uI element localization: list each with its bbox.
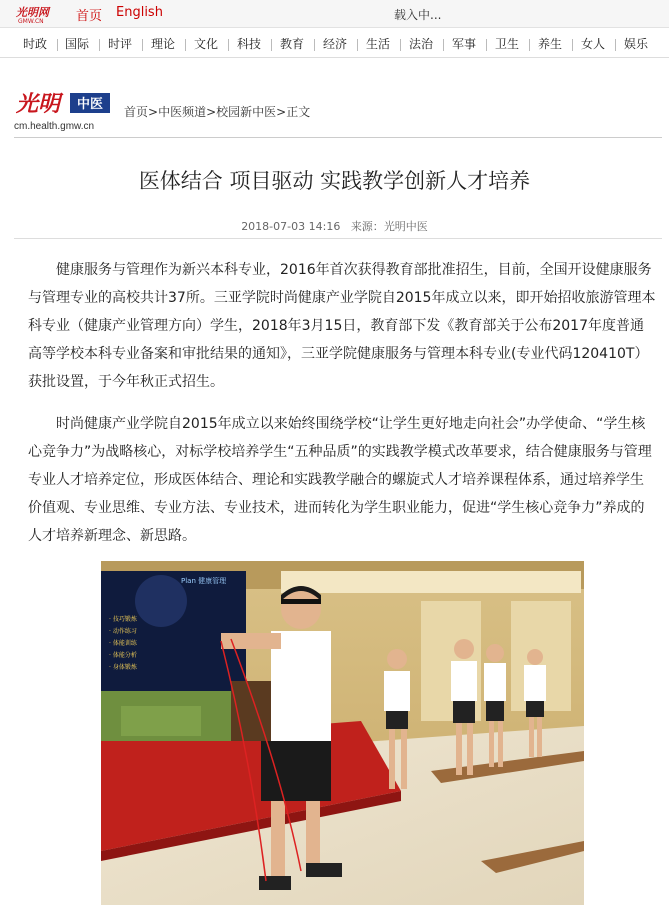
screen-line: · 体能训练 [109, 640, 137, 647]
breadcrumb-separator: > [276, 105, 287, 119]
english-link[interactable]: English [116, 5, 163, 20]
nav-item[interactable]: 文化 [194, 37, 219, 51]
breadcrumb-item[interactable]: 校园新中医 [216, 105, 277, 119]
nav-separator [357, 39, 358, 51]
nav-separator [185, 39, 186, 51]
nav-item[interactable]: 理论 [151, 37, 176, 51]
source-label: 来源： [350, 220, 384, 233]
nav-separator [57, 39, 58, 51]
breadcrumb [124, 103, 310, 120]
article-meta [0, 218, 669, 234]
screen-line: · 体能分析 [109, 652, 137, 659]
nav-separator [615, 39, 616, 51]
screen-line: · 技巧锻炼 [109, 616, 137, 623]
nav-item[interactable]: 养生 [538, 37, 563, 51]
nav-item[interactable]: 卫生 [495, 37, 520, 51]
screen-title: Plan 健康管理 [181, 577, 227, 585]
gmw-logo[interactable] [14, 4, 60, 24]
channel-logo[interactable] [14, 87, 114, 133]
screen-line: · 动作练习 [109, 628, 137, 635]
nav-separator [529, 39, 530, 51]
nav-item[interactable]: 教育 [280, 37, 305, 51]
nav-item[interactable]: 经济 [323, 37, 348, 51]
article-source: 光明中医 [383, 220, 428, 233]
top-bar [0, 0, 669, 28]
nav-separator [486, 39, 487, 51]
breadcrumb-separator: > [206, 105, 217, 119]
nav-separator [443, 39, 444, 51]
channel-badge-text: 中医 [76, 97, 104, 112]
home-link[interactable]: 首页 [76, 9, 103, 24]
breadcrumb-current: 正文 [286, 105, 311, 119]
article-paragraph: 健康服务与管理作为新兴本科专业，2016年首次获得教育部批准招生，目前，全国开设健康服务与管理专业的高校共计37所。三亚学院时尚健康产业学院自2015年成立以来，即开始招收旅游管理本科专业（健康产业管理方向）学生，2018年3月15日，教育部下发《教育部关于公布2017年度普通高等学校本科专业备案和审批结果的通知》，三亚学院健康服务与管理本科专业(专业代码120410T）获批设置，于今年秋正式招生。 [28, 262, 656, 390]
nav-item[interactable]: 时政 [23, 37, 48, 51]
nav-item[interactable]: 女人 [581, 37, 606, 51]
nav-item[interactable]: 时评 [108, 37, 133, 51]
nav-separator [271, 39, 272, 51]
nav-item[interactable]: 军事 [452, 37, 477, 51]
breadcrumb-item[interactable]: 首页 [124, 105, 149, 119]
article-photo [101, 561, 584, 905]
nav-item[interactable]: 科技 [237, 37, 262, 51]
nav-separator [142, 39, 143, 51]
nav-separator [99, 39, 100, 51]
breadcrumb-item[interactable]: 中医频道 [158, 105, 207, 119]
header-divider [14, 137, 662, 138]
svg-text:光明网: 光明网 [16, 6, 49, 19]
nav-separator [314, 39, 315, 51]
nav-separator [400, 39, 401, 51]
nav-item[interactable]: 生活 [366, 37, 391, 51]
screen-line: · 身体锻炼 [109, 664, 137, 671]
loading-text: 载入中... [394, 8, 442, 22]
channel-domain: cm.health.gmw.cn [14, 121, 95, 132]
article-paragraph: 时尚健康产业学院自2015年成立以来始终围绕学校“让学生更好地走向社会”办学使命、“学生核心竞争力”为战略核心，对标学校培养学生“五种品质”的实践教学模式改革要求，结合健康服务与管理专业人才培养定位，形成医体结合、理论和实践教学融合的螺旋式人才培养课程体系，通过培养学生价值观、专业思维、专业方法、专业技术，进而转化为学生职业能力，促进“学生核心竞争力”养成的人才培养新理念、新思路。 [28, 416, 652, 544]
svg-text:GMW.CN: GMW.CN [18, 18, 44, 24]
nav-separator [572, 39, 573, 51]
article-title: 医体结合 项目驱动 实践教学创新人才培养 [138, 169, 531, 193]
nav-separator [228, 39, 229, 51]
brand-logo-text: 光明 [16, 91, 61, 117]
meta-divider [14, 238, 662, 239]
nav-item[interactable]: 法治 [409, 37, 434, 51]
nav-item[interactable]: 娱乐 [624, 37, 649, 51]
nav-item[interactable]: 国际 [65, 37, 90, 51]
channel-nav [0, 31, 669, 58]
breadcrumb-separator: > [148, 105, 159, 119]
article-date: 2018-07-03 14:16 [241, 220, 341, 233]
